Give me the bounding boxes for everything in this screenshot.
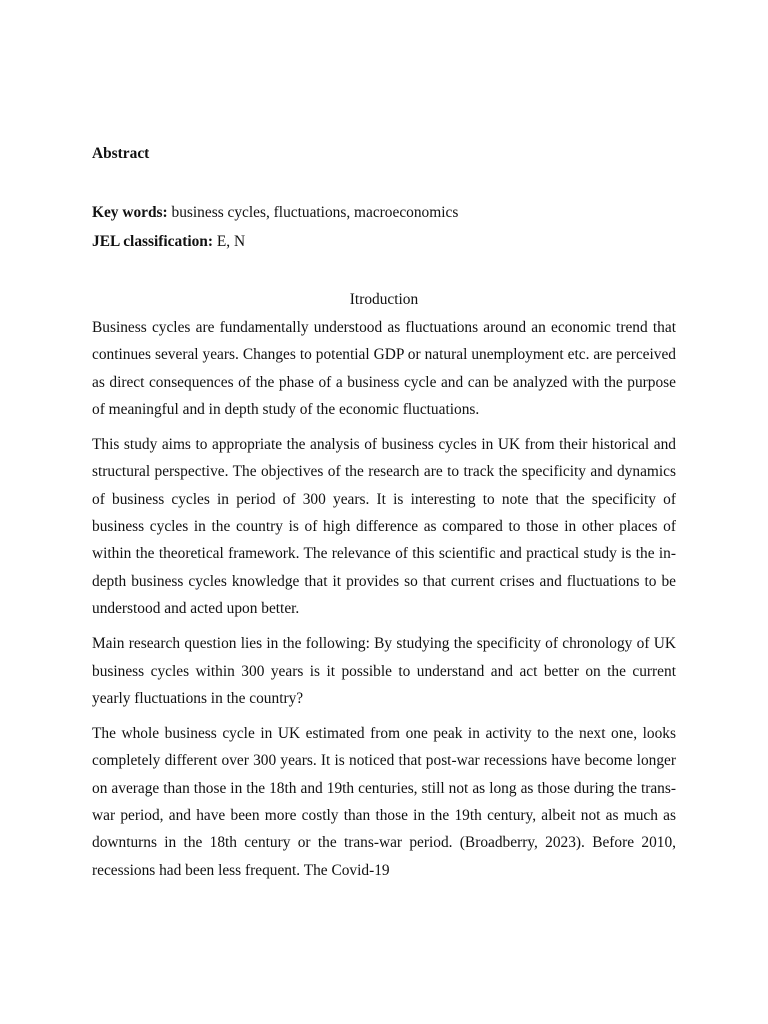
paragraph-3: Main research question lies in the following: By studying the specificity of chronology of UK business cycles within 300 years is it possible to understand and act better on the current yearly fluctuations in the country?	[92, 635, 676, 707]
jel-label: JEL classification:	[92, 233, 213, 250]
keywords-value: business cycles, fluctuations, macroeconomics	[167, 204, 459, 221]
section-title: Itroduction	[349, 291, 419, 308]
keywords-line	[92, 202, 676, 224]
document-page	[92, 143, 676, 884]
paragraph-4: The whole business cycle in UK estimated from one peak in activity to the next one, looks completely different over 300 years. It is noticed that post-war recessions have become longer on average than those in the 18th and 19th centuries, still not as long as those during the trans-war period, and have been more costly than those in the 19th century, albeit not as much as downturns in the 18th century or the trans-war period. (Broadberry, 2023). Before 2010, recessions had been less frequent. The Covid-19	[92, 725, 676, 879]
abstract-heading: Abstract	[92, 145, 150, 162]
paragraph-1: Business cycles are fundamentally understood as fluctuations around an economic trend that continues several years. Changes to potential GDP or natural unemployment etc. are perceived as direct consequences of the phase of a business cycle and can be analyzed with the purpose of meaningful and in depth study of the economic fluctuations.	[92, 319, 676, 418]
jel-value: E, N	[213, 233, 246, 250]
jel-classification-line	[92, 231, 676, 253]
paragraph-2: This study aims to appropriate the analysis of business cycles in UK from their historical and structural perspective. The objectives of the research are to track the specificity and dynamics of business cycles in period of 300 years. It is interesting to note that the specificity of business cycles in the country is of high difference as compared to those in other places of within the theoretical framework. The relevance of this scientific and practical study is the in-depth business cycles knowledge that it provides so that current crises and fluctuations to be understood and acted upon better.	[92, 436, 676, 617]
keywords-label: Key words:	[92, 204, 168, 221]
